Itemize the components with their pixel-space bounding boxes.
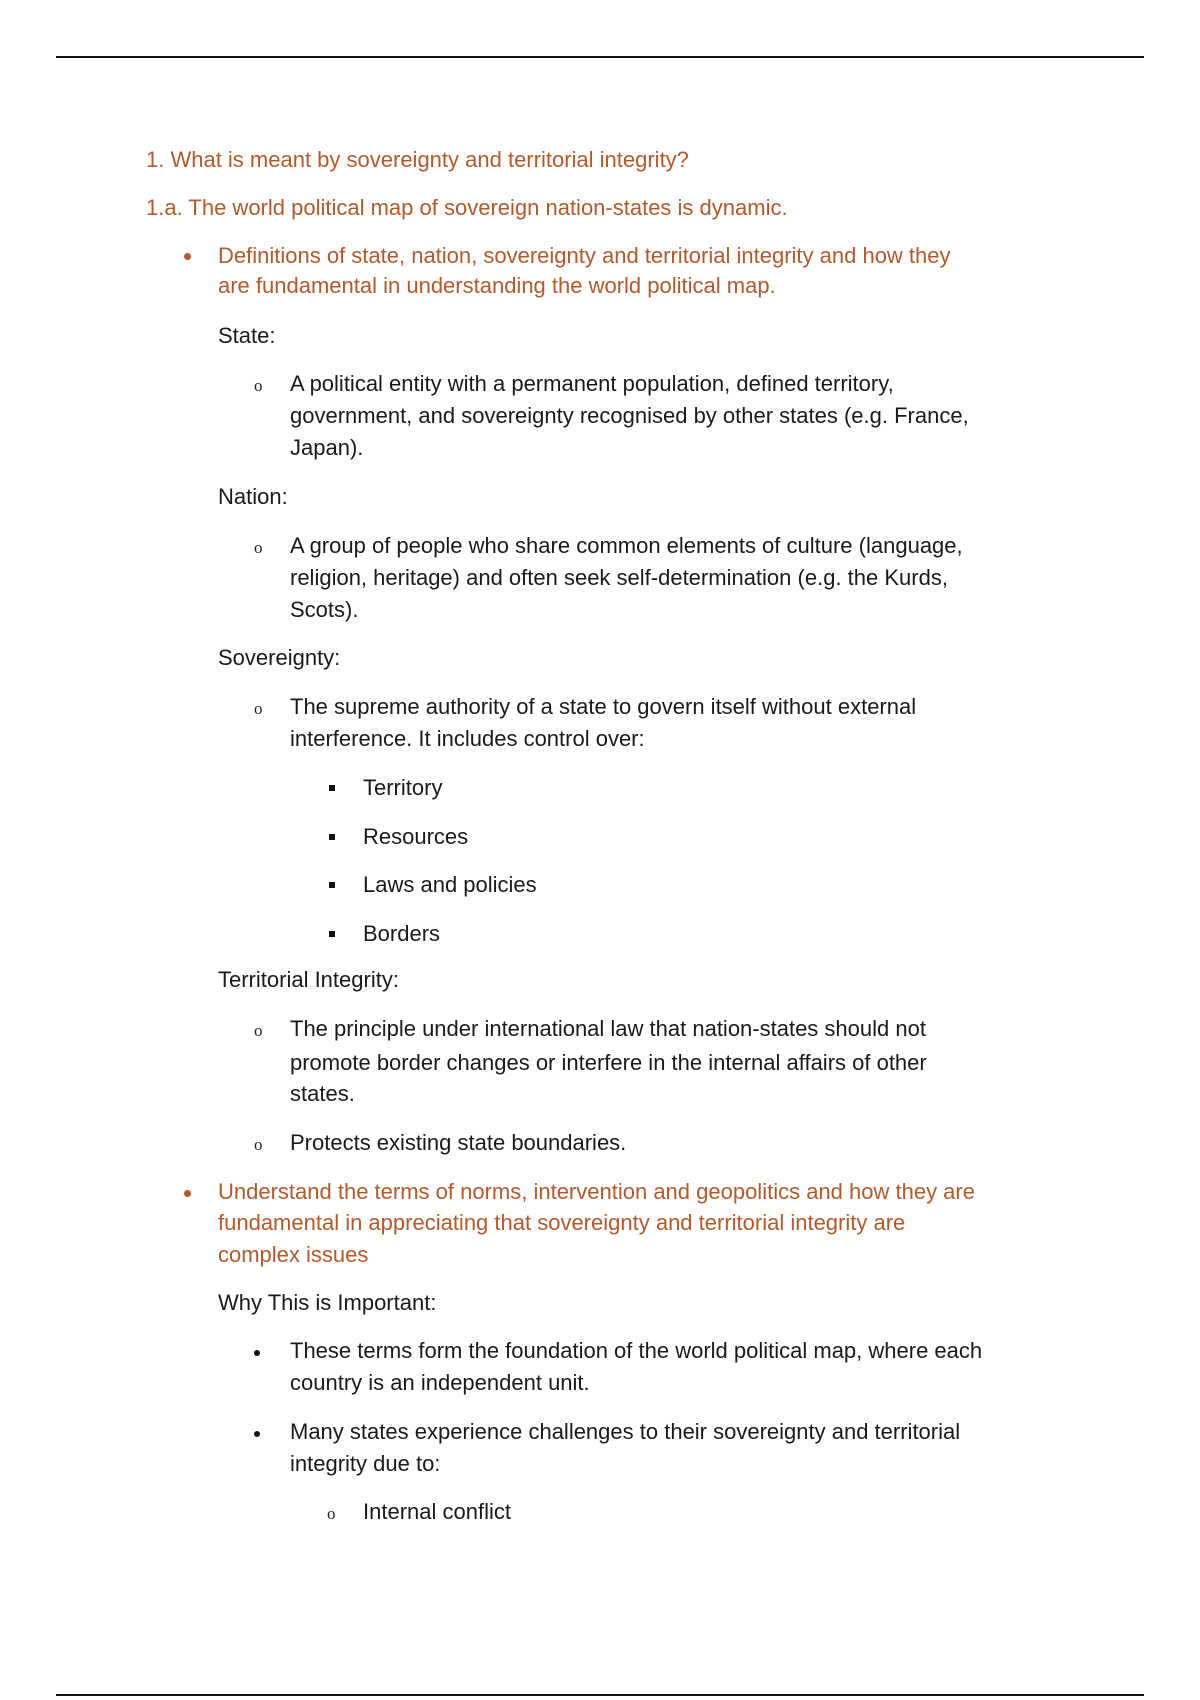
bullet-text: are fundamental in understanding the world political map. (218, 273, 776, 298)
sub-bullet-icon: o (254, 1135, 263, 1154)
list-item: Internal conflict (363, 1499, 511, 1524)
list-item: Borders (363, 921, 441, 946)
square-bullet-icon (329, 785, 335, 791)
bullet-icon (184, 253, 191, 260)
point-line: integrity due to: (290, 1451, 441, 1476)
definition-line: The supreme authority of a state to govern itself without external (290, 694, 917, 719)
point-line: Many states experience challenges to their sovereignty and territorial (290, 1419, 961, 1444)
bullet-icon (254, 1350, 260, 1356)
sub-bullet-icon: o (254, 699, 263, 718)
definition-line: interference. It includes control over: (290, 726, 645, 751)
list-item: Laws and policies (363, 872, 537, 897)
definition-line: The principle under international law that nation-states should not (290, 1016, 926, 1041)
list-item: Territory (363, 775, 443, 800)
definition-line: A group of people who share common elements of culture (language, (290, 533, 963, 558)
bullet-text: complex issues (218, 1242, 369, 1267)
top-rule (56, 56, 1144, 58)
definition-line: government, and sovereignty recognised by other states (e.g. France, (290, 403, 969, 428)
definition-line: religion, heritage) and often seek self-determination (e.g. the Kurds, (290, 565, 948, 590)
bottom-rule (56, 1694, 1144, 1696)
term-label-territorial-integrity: Territorial Integrity: (218, 967, 399, 992)
point-line: country is an independent unit. (290, 1370, 590, 1395)
term-label-why: Why This is Important: (218, 1290, 437, 1315)
bullet-text: fundamental in appreciating that sovereignty and territorial integrity are (218, 1210, 906, 1235)
bullet-text: Understand the terms of norms, intervention and geopolitics and how they are (218, 1179, 975, 1204)
sub-bullet-icon: o (254, 376, 263, 395)
definition-line: promote border changes or interfere in the internal affairs of other (290, 1050, 927, 1075)
sub-bullet-icon: o (254, 1021, 263, 1040)
definition-line: Scots). (290, 597, 359, 622)
term-label-sovereignty: Sovereignty: (218, 645, 341, 670)
section-heading: 1. What is meant by sovereignty and territorial integrity? (146, 147, 689, 172)
bullet-icon (184, 1190, 191, 1197)
term-label-state: State: (218, 323, 276, 348)
definition-line: A political entity with a permanent population, defined territory, (290, 371, 894, 396)
square-bullet-icon (329, 931, 335, 937)
sub-bullet-icon: o (327, 1504, 336, 1523)
sub-bullet-icon: o (254, 538, 263, 557)
point-line: These terms form the foundation of the world political map, where each (290, 1338, 983, 1363)
subsection-heading: 1.a. The world political map of sovereign nation-states is dynamic. (146, 195, 788, 220)
square-bullet-icon (329, 834, 335, 840)
bullet-text: Definitions of state, nation, sovereignty and territorial integrity and how they (218, 243, 951, 268)
definition-line: Japan). (290, 435, 364, 460)
bullet-icon (254, 1431, 260, 1437)
term-label-nation: Nation: (218, 484, 288, 509)
list-item: Resources (363, 824, 469, 849)
square-bullet-icon (329, 882, 335, 888)
definition-line: states. (290, 1081, 355, 1106)
definition-line: Protects existing state boundaries. (290, 1130, 627, 1155)
